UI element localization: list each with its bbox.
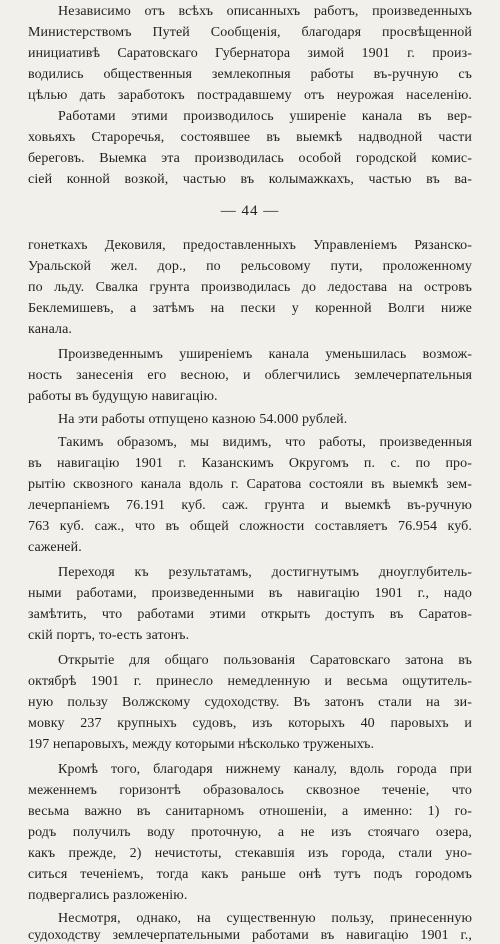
text-line: саженей. xyxy=(28,540,82,555)
text-line: подвергались разложенію. xyxy=(28,888,188,903)
text-line: Беклемишевъ, а затѣмъ на пески у коренной Волги ниже xyxy=(28,301,472,316)
text-line: судоходству землечерпательными работами въ навигацію 1901 г., xyxy=(28,928,472,943)
text-line: Работами этими производилось уширеніе канала въ вер- xyxy=(58,109,472,124)
text-line: октябрѣ 1901 г. принесло немедленную и весьма ощутитель- xyxy=(28,674,472,689)
text-line: Переходя къ результатамъ, достигнутымъ дноуглубитель- xyxy=(58,565,472,580)
text-line: ность занесенія его весною, и облегчились землечерпательныя xyxy=(28,368,472,383)
text-line: по льду. Свалка грунта производилась до ледостава на островъ xyxy=(28,280,472,295)
text-line: 197 непаровыхъ, между которыми нѣсколько труженыхъ. xyxy=(28,737,375,752)
text-line: лечерпаніемъ 76.191 куб. саж. грунта и выемкѣ въ-ручную xyxy=(28,498,472,513)
text-line: весьма важно въ санитарномъ отношеніи, а именно: 1) го- xyxy=(28,804,472,819)
text-line: работы въ будущую навигацію. xyxy=(28,389,218,404)
text-line: береговъ. Выемка эта производилась особой городской комис- xyxy=(28,151,472,166)
text-line: замѣтить, что работами этими открыть доступъ въ Саратов- xyxy=(28,607,472,622)
text-line: Такимъ образомъ, мы видимъ, что работы, произведенныя xyxy=(58,435,472,450)
text-line: Министерствомъ Путей Сообщенія, благодаря просвѣщенной xyxy=(28,25,472,40)
text-line: ховьяхъ Староречья, состоявшее въ выемкѣ надводной части xyxy=(28,130,472,145)
text-line: родъ получилъ воду проточную, а не изъ стоячаго озера, xyxy=(28,825,472,840)
text-line: скій портъ, то-есть затонъ. xyxy=(28,628,190,643)
text-line: рытію сквозного канала вдоль г. Саратова состояли въ выемкѣ зем- xyxy=(28,477,472,492)
text-line: какъ прежде, 2) нечистоты, стекавшія изъ города, стали уно- xyxy=(28,846,472,861)
text-line: мовку 237 крупныхъ судовъ, изъ которыхъ 40 паровыхъ и xyxy=(28,716,472,731)
text-line: канала. xyxy=(28,322,73,337)
text-line: гонеткахъ Дековиля, предоставленныхъ Управленіемъ Рязанско- xyxy=(28,238,472,253)
page-number: — 44 — xyxy=(220,203,280,219)
text-line: въ навигацію 1901 г. Казанскимъ Округомъ п. с. по про- xyxy=(28,456,472,471)
text-line: 763 куб. саж., что въ общей сложности составляетъ 76.954 куб. xyxy=(28,519,472,534)
text-line: Независимо отъ всѣхъ описанныхъ работъ, произведенныхъ xyxy=(58,4,472,19)
text-line: На эти работы отпущено казною 54.000 рублей. xyxy=(58,412,348,427)
text-line: сіей конной возкой, частью въ колымажкахъ, частью въ ва- xyxy=(28,172,472,187)
text-line: ными работами, произведенными въ навигацію 1901 г., надо xyxy=(28,586,472,601)
text-line: ситься теченіемъ, тогда какъ раньше онѣ тутъ подъ городомъ xyxy=(28,867,472,882)
text-line: Произведеннымъ уширеніемъ канала уменьшилась возмож- xyxy=(58,347,472,362)
text-line: инициативѣ Саратовскаго Губернатора зимой 1901 г. произ- xyxy=(28,46,472,61)
text-line: цѣлью дать заработокъ пострадавшему отъ неурожая населенію. xyxy=(28,88,472,103)
text-line: ную пользу Волжскому судоходству. Въ затонъ стали на зи- xyxy=(28,695,472,710)
text-line: водились общественныя землекопныя работы въ-ручную съ xyxy=(28,67,472,82)
text-line: меженнемъ горизонтѣ образовалось сквозное теченіе, что xyxy=(28,783,472,798)
text-line: Несмотря, однако, на существенную пользу, принесенную xyxy=(58,911,472,926)
text-line: Открытіе для общаго пользованія Саратовскаго затона въ xyxy=(58,653,472,668)
text-line: Уральской жел. дор., по рельсовому пути, проложенному xyxy=(28,259,472,274)
text-line: Кромѣ того, благодаря нижнему каналу, вдоль города при xyxy=(58,762,472,777)
